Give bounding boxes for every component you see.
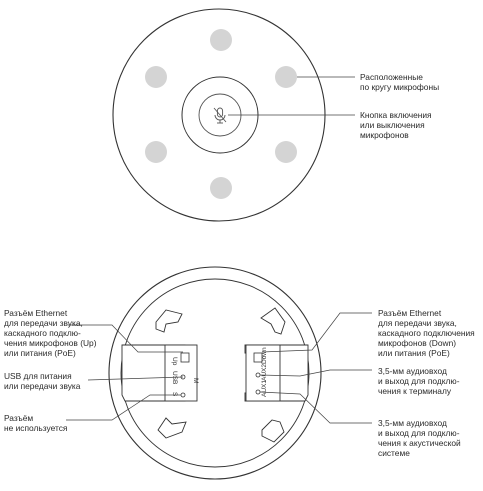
bottom-view [66,267,372,479]
port-label-m: M [192,378,199,384]
mic-hole [145,141,167,163]
aux1-port[interactable] [256,390,260,394]
mic-hole [145,66,167,88]
callout-mics: Расположенные по кругу микрофоны [360,72,440,92]
callout-ethernet-down: Разъём Ethernet для передачи звука, каскадного подключения микрофонов (Down) или питания (PoE) [378,308,475,358]
port-label-aux1: AUX1 [261,380,268,397]
port-label-s: S [171,392,178,397]
callout-aux2: 3,5-мм аудиовход и выход для подклю- чения к акустической системе [378,418,461,458]
callout-unused: Разъём не используется [4,413,68,433]
mic-hole [275,141,297,163]
callout-mic-button: Кнопка включения или выключения микрофонов [360,110,432,140]
mic-hole [210,29,232,51]
mic-hole [275,66,297,88]
port-label-down: Down [261,347,268,364]
ethernet-up-port[interactable] [181,353,189,362]
top-view [113,9,355,221]
callout-ethernet-up: Разъём Ethernet для передачи звука, каскадного подклю- чения микрофонов (Up) или питания (PoE) [4,308,97,358]
aux2-port[interactable] [256,373,260,377]
unused-port[interactable] [181,393,185,397]
mic-hole [210,177,232,199]
callout-usb: USB для питания или передачи звука [4,371,81,391]
callout-aux1: 3,5-мм аудиовход и выход для подклю- чения к терминалу [378,366,460,396]
port-label-usb: USB [171,371,178,385]
port-label-aux2: AUX2 [261,364,268,381]
port-label-up: Up [171,357,178,366]
